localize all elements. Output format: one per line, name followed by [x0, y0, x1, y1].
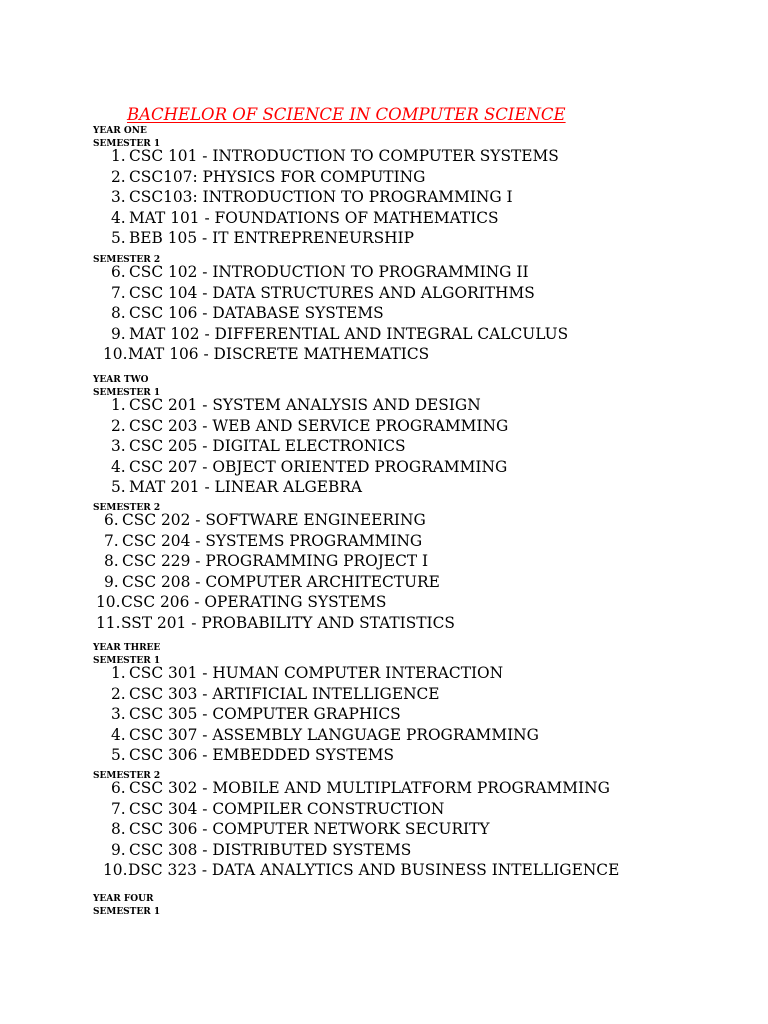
- course-number: 9.: [111, 840, 126, 859]
- course-name: DSC 323 - DATA ANALYTICS AND BUSINESS INTELLIGENCE: [128, 861, 620, 879]
- course-item: [111, 819, 490, 839]
- course-number: 3.: [111, 188, 126, 206]
- year-heading: YEAR ONE: [93, 126, 147, 136]
- course-number: 8.: [111, 820, 126, 838]
- course-number: 2.: [111, 684, 126, 703]
- course-name: CSC 205 - DIGITAL ELECTRONICS: [129, 437, 406, 455]
- course-number: 10.: [96, 593, 121, 611]
- course-name: CSC 308 - DISTRIBUTED SYSTEMS: [129, 840, 412, 859]
- course-name: CSC 106 - DATABASE SYSTEMS: [129, 304, 384, 322]
- course-number: 5.: [111, 746, 126, 764]
- course-item: [104, 531, 422, 551]
- course-number: 3.: [111, 705, 126, 723]
- course-name: CSC 306 - EMBEDDED SYSTEMS: [129, 746, 395, 764]
- semester-heading: SEMESTER 1: [93, 656, 161, 666]
- course-name: MAT 201 - LINEAR ALGEBRA: [129, 478, 363, 496]
- course-number: 9.: [104, 572, 119, 591]
- course-number: 7.: [104, 531, 119, 550]
- course-item: [111, 778, 610, 798]
- course-item: [111, 477, 362, 497]
- course-name: CSC 304 - COMPILER CONSTRUCTION: [129, 799, 445, 818]
- course-name: CSC 302 - MOBILE AND MULTIPLATFORM PROGRAMMING: [129, 779, 610, 797]
- course-name: CSC103: INTRODUCTION TO PROGRAMMING I: [129, 188, 513, 206]
- course-name: CSC 305 - COMPUTER GRAPHICS: [129, 705, 401, 723]
- course-item: [111, 663, 503, 683]
- course-number: 4.: [111, 208, 126, 227]
- course-number: 6.: [104, 511, 119, 529]
- course-item: [111, 208, 499, 228]
- course-number: 9.: [111, 324, 126, 343]
- course-number: 3.: [111, 437, 126, 455]
- course-name: CSC 102 - INTRODUCTION TO PROGRAMMING II: [129, 263, 529, 281]
- course-number: 1.: [111, 396, 126, 414]
- year-heading: YEAR FOUR: [93, 894, 154, 904]
- course-name: CSC 104 - DATA STRUCTURES AND ALGORITHMS: [129, 283, 535, 302]
- course-number: 2.: [111, 416, 126, 435]
- course-number: 5.: [111, 229, 126, 247]
- course-item: [111, 262, 529, 282]
- course-item: [96, 592, 386, 612]
- course-number: 11.: [96, 613, 121, 632]
- course-name: CSC 204 - SYSTEMS PROGRAMMING: [122, 531, 423, 550]
- course-item: [111, 725, 539, 745]
- course-number: 1.: [111, 147, 126, 165]
- course-item: [111, 840, 411, 860]
- course-name: CSC 306 - COMPUTER NETWORK SECURITY: [129, 820, 490, 838]
- course-item: [103, 860, 619, 880]
- course-item: [103, 344, 429, 364]
- course-name: BEB 105 - IT ENTREPRENEURSHIP: [129, 229, 414, 247]
- year-heading: YEAR THREE: [93, 643, 161, 653]
- course-number: 10.: [103, 861, 128, 879]
- course-name: CSC 208 - COMPUTER ARCHITECTURE: [122, 572, 440, 591]
- course-name: SST 201 - PROBABILITY AND STATISTICS: [121, 613, 455, 632]
- course-name: CSC 101 - INTRODUCTION TO COMPUTER SYSTEMS: [129, 147, 559, 165]
- course-name: MAT 102 - DIFFERENTIAL AND INTEGRAL CALCULUS: [129, 324, 569, 343]
- course-number: 4.: [111, 457, 126, 476]
- course-item: [111, 799, 444, 819]
- course-number: 10.: [103, 345, 128, 363]
- course-item: [111, 187, 513, 207]
- course-number: 6.: [111, 263, 126, 281]
- course-item: [111, 436, 406, 456]
- course-item: [104, 510, 426, 530]
- course-number: 8.: [104, 552, 119, 570]
- course-item: [111, 457, 507, 477]
- course-item: [96, 613, 455, 633]
- course-number: 8.: [111, 304, 126, 322]
- course-item: [111, 684, 440, 704]
- course-item: [111, 167, 425, 187]
- semester-heading: SEMESTER 2: [93, 503, 161, 513]
- course-number: 4.: [111, 725, 126, 744]
- course-name: CSC 229 - PROGRAMMING PROJECT I: [122, 552, 429, 570]
- course-name: CSC 206 - OPERATING SYSTEMS: [121, 593, 387, 611]
- course-name: CSC 303 - ARTIFICIAL INTELLIGENCE: [129, 684, 440, 703]
- course-item: [111, 416, 508, 436]
- course-number: 6.: [111, 779, 126, 797]
- year-heading: YEAR TWO: [93, 375, 149, 385]
- course-item: [104, 551, 428, 571]
- semester-heading: SEMESTER 1: [93, 139, 161, 149]
- course-name: MAT 101 - FOUNDATIONS OF MATHEMATICS: [129, 208, 499, 227]
- course-name: CSC107: PHYSICS FOR COMPUTING: [129, 167, 426, 186]
- course-name: MAT 106 - DISCRETE MATHEMATICS: [128, 345, 430, 363]
- semester-heading: SEMESTER 1: [93, 388, 161, 398]
- course-item: [111, 704, 401, 724]
- course-name: CSC 201 - SYSTEM ANALYSIS AND DESIGN: [129, 396, 481, 414]
- course-item: [104, 572, 440, 592]
- course-item: [111, 324, 568, 344]
- course-item: [111, 146, 559, 166]
- course-item: [111, 395, 481, 415]
- course-name: CSC 301 - HUMAN COMPUTER INTERACTION: [129, 664, 504, 682]
- course-item: [111, 283, 535, 303]
- course-name: CSC 207 - OBJECT ORIENTED PROGRAMMING: [129, 457, 508, 476]
- course-number: 7.: [111, 283, 126, 302]
- semester-heading: SEMESTER 2: [93, 771, 161, 781]
- course-name: CSC 203 - WEB AND SERVICE PROGRAMMING: [129, 416, 509, 435]
- course-name: CSC 307 - ASSEMBLY LANGUAGE PROGRAMMING: [129, 725, 539, 744]
- semester-heading: SEMESTER 2: [93, 255, 161, 265]
- course-number: 5.: [111, 478, 126, 496]
- course-number: 1.: [111, 664, 126, 682]
- course-item: [111, 745, 394, 765]
- course-number: 2.: [111, 167, 126, 186]
- course-name: CSC 202 - SOFTWARE ENGINEERING: [122, 511, 426, 529]
- course-number: 7.: [111, 799, 126, 818]
- page-title: BACHELOR OF SCIENCE IN COMPUTER SCIENCE: [127, 105, 566, 124]
- course-item: [111, 228, 414, 248]
- course-item: [111, 303, 384, 323]
- semester-heading: SEMESTER 1: [93, 907, 161, 917]
